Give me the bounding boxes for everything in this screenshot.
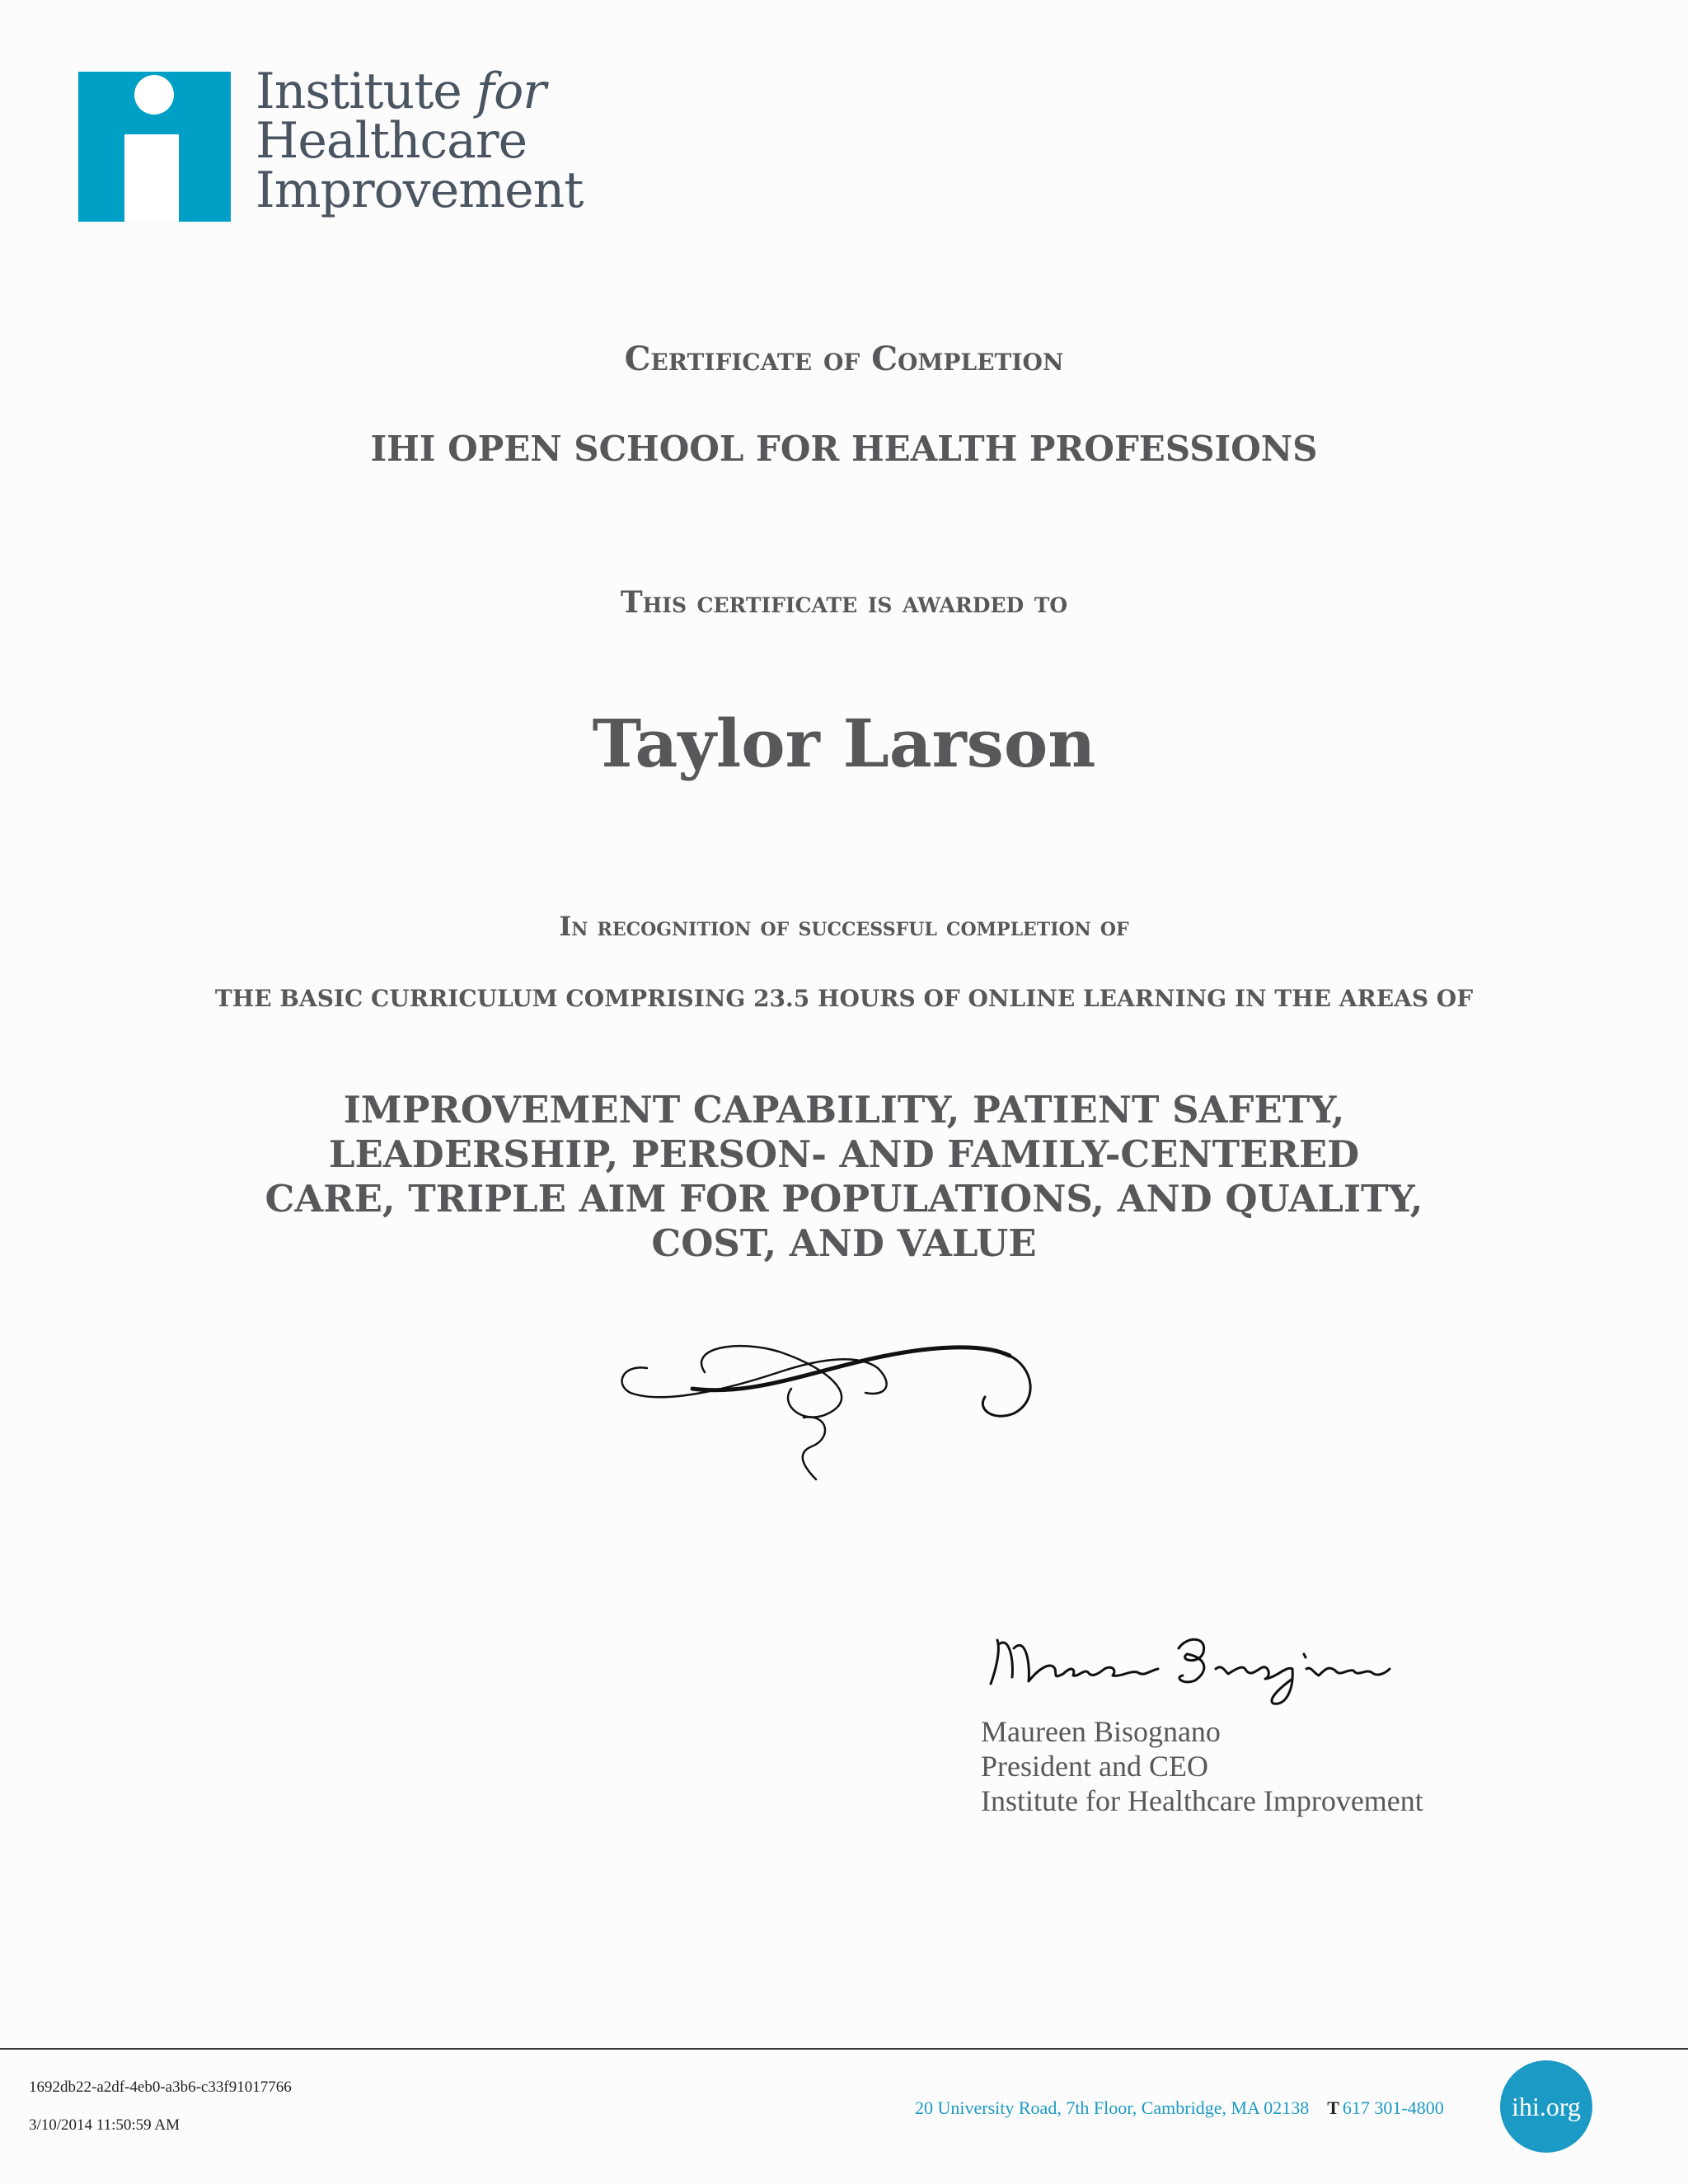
areas-line: IMPROVEMENT CAPABILITY, PATIENT SAFETY, bbox=[343, 1088, 1345, 1132]
ihi-logo bbox=[78, 63, 606, 237]
certificate-id: 1692db22-a2df-4eb0-a3b6-c33f91017766 bbox=[29, 2079, 292, 2096]
signer-title: President and CEO bbox=[981, 1750, 1208, 1783]
phone-label: T bbox=[1327, 2097, 1339, 2118]
logo-line-2: Healthcare bbox=[256, 112, 528, 170]
areas-line: CARE, TRIPLE AIM FOR POPULATIONS, AND QUALITY, bbox=[265, 1177, 1423, 1221]
recognition-text: In recognition of successful completion of bbox=[559, 911, 1129, 942]
footer-divider bbox=[0, 2048, 1688, 2050]
signer-organization: Institute for Healthcare Improvement bbox=[981, 1784, 1423, 1817]
logo-wordmark bbox=[256, 63, 584, 219]
certificate-title: Certificate of Completion bbox=[624, 340, 1064, 378]
signature-drawing bbox=[981, 1611, 1409, 1710]
footer-phone: 617 301-4800 bbox=[1342, 2097, 1444, 2118]
website-badge[interactable]: ihi.org bbox=[1500, 2060, 1592, 2153]
signer-block bbox=[981, 1714, 1423, 1818]
logo-line-3: Improvement bbox=[256, 162, 584, 219]
footer-address: 20 University Road, 7th Floor, Cambridge, MA 02138 bbox=[915, 2097, 1310, 2118]
curriculum-text: THE BASIC CURRICULUM COMPRISING 23.5 HOURS OF ONLINE LEARNING IN THE AREAS OF bbox=[214, 985, 1474, 1012]
footer-contact bbox=[915, 2097, 1444, 2119]
areas-line: COST, AND VALUE bbox=[651, 1221, 1037, 1265]
flourish-ornament-icon bbox=[614, 1323, 1051, 1483]
areas-of-study bbox=[0, 1088, 1688, 1266]
issue-timestamp: 3/10/2014 11:50:59 AM bbox=[29, 2116, 180, 2134]
signer-name: Maureen Bisognano bbox=[981, 1715, 1221, 1748]
recipient-name: Taylor Larson bbox=[592, 705, 1096, 782]
school-name: IHI OPEN SCHOOL FOR HEALTH PROFESSIONS bbox=[370, 429, 1318, 469]
logo-line-1: Institute for bbox=[256, 63, 546, 120]
awarded-to-label: This certificate is awarded to bbox=[620, 585, 1068, 620]
areas-line: LEADERSHIP, PERSON- AND FAMILY-CENTERED bbox=[328, 1132, 1360, 1176]
ihi-logo-mark-icon bbox=[78, 72, 231, 222]
